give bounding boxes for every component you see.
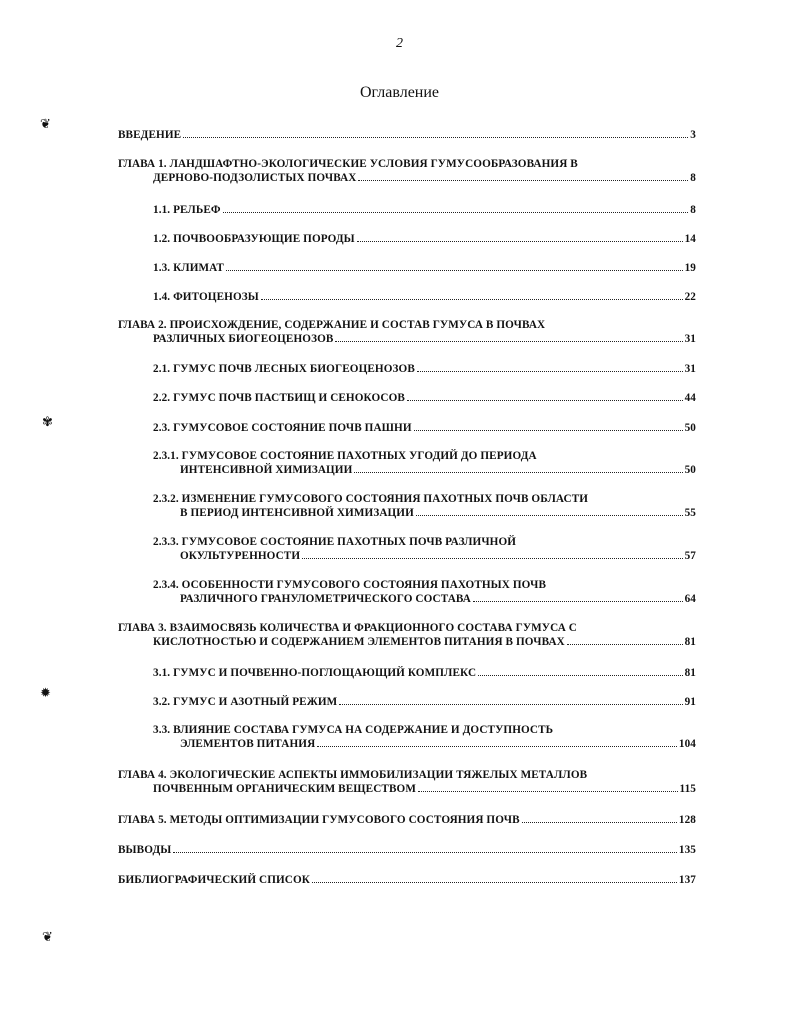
- entry-title: ВЫВОДЫ: [118, 844, 172, 856]
- toc-entry-section-1-1[interactable]: [153, 203, 696, 217]
- toc-entry-section-1-2[interactable]: [153, 232, 696, 246]
- margin-mark-1: ❦: [40, 117, 51, 132]
- dot-leader: [226, 261, 683, 271]
- entry-page: 14: [684, 233, 696, 245]
- dot-leader: [478, 666, 682, 676]
- entry-page: 81: [684, 667, 696, 679]
- toc-entry-section-3-2[interactable]: [153, 695, 696, 709]
- toc-entry-chapter-5[interactable]: [118, 813, 696, 827]
- toc-entry-bibliography[interactable]: [118, 873, 696, 887]
- toc-entry-section-2-3-2[interactable]: [153, 493, 696, 520]
- margin-mark-2: ✾: [42, 415, 53, 430]
- entry-title-line2: ИНТЕНСИВНОЙ ХИМИЗАЦИИ: [180, 464, 353, 476]
- entry-title-line1: ГЛАВА 2. ПРОИСХОЖДЕНИЕ, СОДЕРЖАНИЕ И СОСТАВ ГУМУСА В ПОЧВАХ: [118, 319, 546, 331]
- entry-title: БИБЛИОГРАФИЧЕСКИЙ СПИСОК: [118, 874, 311, 886]
- entry-page: 44: [684, 392, 696, 404]
- dot-leader: [567, 635, 683, 645]
- entry-page: 64: [684, 593, 696, 605]
- entry-page: 22: [684, 291, 696, 303]
- entry-title: 2.1. ГУМУС ПОЧВ ЛЕСНЫХ БИОГЕОЦЕНОЗОВ: [153, 363, 415, 375]
- entry-title: 2.2. ГУМУС ПОЧВ ПАСТБИЩ И СЕНОКОСОВ: [153, 392, 405, 404]
- entry-title-line1: ГЛАВА 3. ВЗАИМОСВЯЗЬ КОЛИЧЕСТВА И ФРАКЦИОННОГО СОСТАВА ГУМУСА С: [118, 622, 577, 634]
- entry-title-line2: В ПЕРИОД ИНТЕНСИВНОЙ ХИМИЗАЦИИ: [180, 507, 414, 519]
- dot-leader: [339, 695, 682, 705]
- entry-title-line1: ГЛАВА 1. ЛАНДШАФТНО-ЭКОЛОГИЧЕСКИЕ УСЛОВИЯ ГУМУСООБРАЗОВАНИЯ В: [118, 158, 578, 170]
- entry-page: 19: [684, 262, 696, 274]
- toc-title: Оглавление: [359, 84, 440, 101]
- dot-leader: [312, 873, 677, 883]
- entry-page: 128: [678, 814, 696, 826]
- dot-leader: [183, 128, 688, 138]
- toc-entry-conclusions[interactable]: [118, 843, 696, 857]
- entry-page: 135: [678, 844, 696, 856]
- entry-title: 1.3. КЛИМАТ: [153, 262, 224, 274]
- dot-leader: [173, 843, 677, 853]
- entry-title-line1: 2.3.2. ИЗМЕНЕНИЕ ГУМУСОВОГО СОСТОЯНИЯ ПАХОТНЫХ ПОЧВ ОБЛАСТИ: [153, 493, 589, 505]
- entry-title-line1: ГЛАВА 4. ЭКОЛОГИЧЕСКИЕ АСПЕКТЫ ИММОБИЛИЗАЦИИ ТЯЖЕЛЫХ МЕТАЛЛОВ: [118, 769, 588, 781]
- entry-title-line1: 2.3.4. ОСОБЕННОСТИ ГУМУСОВОГО СОСТОЯНИЯ ПАХОТНЫХ ПОЧВ: [153, 579, 547, 591]
- entry-title: ГЛАВА 5. МЕТОДЫ ОПТИМИЗАЦИИ ГУМУСОВОГО СОСТОЯНИЯ ПОЧВ: [118, 814, 520, 826]
- dot-leader: [302, 549, 682, 559]
- dot-leader: [357, 232, 683, 242]
- entry-title-line2: ДЕРНОВО-ПОДЗОЛИСТЫХ ПОЧВАХ: [153, 172, 357, 184]
- page-number: 2: [396, 36, 403, 51]
- entry-title: 1.2. ПОЧВООБРАЗУЮЩИЕ ПОРОДЫ: [153, 233, 355, 245]
- dot-leader: [416, 506, 683, 516]
- toc-entry-section-2-3-4[interactable]: [153, 579, 696, 606]
- entry-title-line1: 2.3.3. ГУМУСОВОЕ СОСТОЯНИЕ ПАХОТНЫХ ПОЧВ РАЗЛИЧНОЙ: [153, 536, 517, 548]
- entry-page: 115: [679, 783, 696, 795]
- toc-entry-section-2-3[interactable]: [153, 421, 696, 435]
- toc-entry-chapter-3[interactable]: [118, 622, 696, 649]
- margin-mark-4: ❦: [42, 930, 53, 945]
- toc-entry-chapter-4[interactable]: [118, 769, 696, 796]
- dot-leader: [261, 290, 683, 300]
- dot-leader: [473, 592, 683, 602]
- entry-page: 55: [684, 507, 696, 519]
- dot-leader: [417, 362, 683, 372]
- entry-title: 3.2. ГУМУС И АЗОТНЫЙ РЕЖИМ: [153, 696, 338, 708]
- entry-title: ВВЕДЕНИЕ: [118, 129, 182, 141]
- dot-leader: [418, 782, 678, 792]
- toc-entry-section-2-3-1[interactable]: [153, 450, 696, 477]
- entry-page: 50: [684, 464, 696, 476]
- dot-leader: [223, 203, 689, 213]
- margin-mark-3: ✹: [40, 686, 51, 701]
- dot-leader: [358, 171, 688, 181]
- entry-title-line2: РАЗЛИЧНЫХ БИОГЕОЦЕНОЗОВ: [153, 333, 334, 345]
- dot-leader: [335, 332, 682, 342]
- toc-entry-section-2-1[interactable]: [153, 362, 696, 376]
- entry-page: 8: [690, 204, 696, 216]
- entry-page: 8: [690, 172, 696, 184]
- entry-title: 2.3. ГУМУСОВОЕ СОСТОЯНИЕ ПОЧВ ПАШНИ: [153, 422, 412, 434]
- entry-page: 81: [684, 636, 696, 648]
- entry-title-line2: ПОЧВЕННЫМ ОРГАНИЧЕСКИМ ВЕЩЕСТВОМ: [153, 783, 416, 795]
- toc-entry-section-2-3-3[interactable]: [153, 536, 696, 563]
- entry-page: 137: [678, 874, 696, 886]
- entry-title: 3.1. ГУМУС И ПОЧВЕННО-ПОГЛОЩАЮЩИЙ КОМПЛЕКС: [153, 667, 477, 679]
- dot-leader: [317, 737, 677, 747]
- dot-leader: [354, 463, 682, 473]
- toc-entry-chapter-2[interactable]: [118, 319, 696, 346]
- toc-entry-chapter-1[interactable]: [118, 158, 696, 185]
- entry-title-line2: ОКУЛЬТУРЕННОСТИ: [180, 550, 301, 562]
- toc-entry-section-3-1[interactable]: [153, 666, 696, 680]
- entry-title-line2: ЭЛЕМЕНТОВ ПИТАНИЯ: [180, 738, 316, 750]
- entry-page: 31: [684, 333, 696, 345]
- entry-title-line2: КИСЛОТНОСТЬЮ И СОДЕРЖАНИЕМ ЭЛЕМЕНТОВ ПИТАНИЯ В ПОЧВАХ: [153, 636, 565, 648]
- entry-title-line1: 2.3.1. ГУМУСОВОЕ СОСТОЯНИЕ ПАХОТНЫХ УГОДИЙ ДО ПЕРИОДА: [153, 450, 537, 462]
- entry-page: 3: [690, 129, 696, 141]
- toc-entry-section-3-3[interactable]: [153, 724, 696, 751]
- entry-page: 104: [678, 738, 696, 750]
- toc-entry-section-1-3[interactable]: [153, 261, 696, 275]
- entry-page: 31: [684, 363, 696, 375]
- dot-leader: [522, 813, 677, 823]
- dot-leader: [414, 421, 683, 431]
- toc-entry-intro[interactable]: [118, 128, 696, 142]
- entry-title: 1.1. РЕЛЬЕФ: [153, 204, 221, 216]
- dot-leader: [407, 391, 683, 401]
- toc-entry-section-1-4[interactable]: [153, 290, 696, 304]
- toc-entry-section-2-2[interactable]: [153, 391, 696, 405]
- entry-page: 57: [684, 550, 696, 562]
- entry-title: 1.4. ФИТОЦЕНОЗЫ: [153, 291, 259, 303]
- entry-page: 50: [684, 422, 696, 434]
- entry-title-line1: 3.3. ВЛИЯНИЕ СОСТАВА ГУМУСА НА СОДЕРЖАНИЕ И ДОСТУПНОСТЬ: [153, 724, 554, 736]
- entry-title-line2: РАЗЛИЧНОГО ГРАНУЛОМЕТРИЧЕСКОГО СОСТАВА: [180, 593, 471, 605]
- entry-page: 91: [684, 696, 696, 708]
